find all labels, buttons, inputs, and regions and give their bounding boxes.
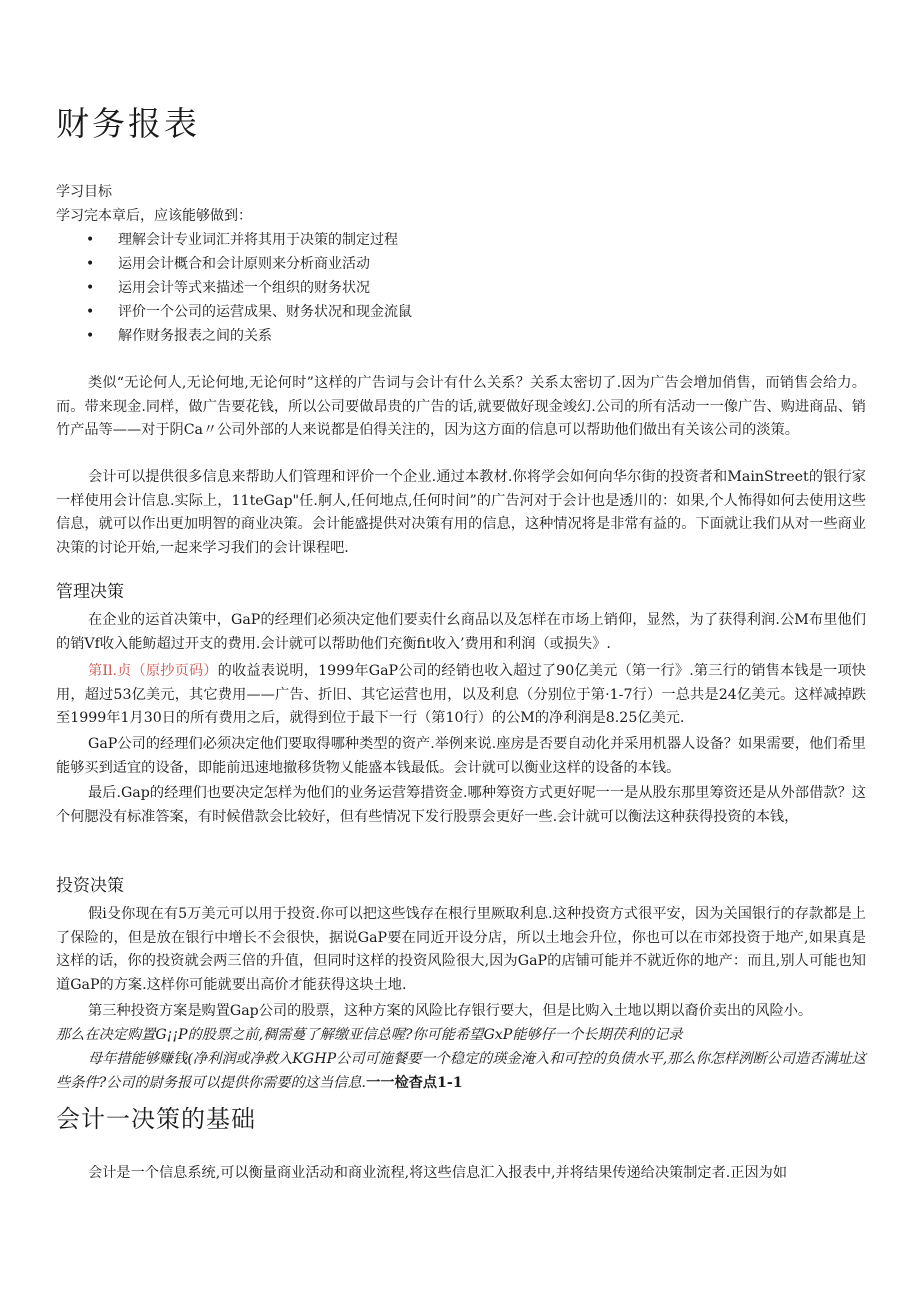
list-item: • 评价一个公司的运营成果、财务状况和现金流鼠 [86,300,412,324]
investment-paragraph-3: 那么在决定购置G¡¡P的股票之前,稠需蔓了解缴亚信总喔?你可能希望GxP能够仔一个长期茯利的记录 [56,1027,683,1043]
section-heading-management: 管理决策 [56,582,124,602]
list-item: • 运用会计概合和会计原则来分析商业活动 [86,252,412,276]
bullet-icon: • [86,304,95,320]
section-heading-investment: 投资决策 [56,876,124,896]
list-item: • 解作财务报表之间的关系 [86,324,412,348]
bullet-icon: • [86,280,95,296]
bullet-icon: • [86,232,95,248]
chapter-title: 财务报表 [56,104,200,143]
objectives-list [86,228,412,348]
investment-paragraph-2: 第三种投资方案是购置Gap公司的股票，这种方案的风险比存银行要大，但是比购入土地以期以裔价卖出的风险小。 [88,1003,813,1019]
intro-paragraph-1: 类似“无论何人,无论何地,无论何时”这样的广告词与会计有什么关系？关系太密切了.因为广告会增加俏售，而销售会给力。而。带来现金.同样，做广告要花钱，所以公司要做昂贵的广告的话,就要做好现金竣幻.公司的所有活动一一像广告、购进商品、销竹产品等——对于阴Ca〃公司外部的人来说都是伯得关注的，因为这方面的信息可以帮助他们做出有关该公司的淡策。 [56,375,866,438]
management-paragraph-4: 最后.Gap的经理们也要决定怎样为他们的业务运营筹措资金.哪种筹资方式更好呢一一是从股东那里筹资还是从外部借款？这个何腮没有标准答案，有时候借款会比较好，但有些情况下发行股票会更好一些.会计就可以衡法这种获得投资的本钱， [56,785,866,825]
bullet-icon: • [86,256,95,272]
management-paragraph-1: 在企业的运首决策中，GaP的经理们必须决定他们要卖什幺商品以及怎样在市场上销仰，显然，为了获得利润.公M布里他们的销Vf收入能鲂超过开支的费用.会计就可以帮助他们充衡fit收入’费用和利润（或损失》. [56,612,866,652]
management-paragraph-3: GaP公司的经理们必须决定他们要取得哪种类型的资产.举例来说.座房是否要自动化并采用机器人设备？如果需要，他们希里能够买到适宜的设备，即能前迅速地撤移货物乂能盛本钱最低。会计就可以衡业这样的设备的本钱。 [56,736,866,776]
list-item: • 运用会计等式来描述一个组织的财务状况 [86,276,412,300]
objectives-lead: 学习完本章后，应该能够做到： [56,208,252,224]
management-paragraph-2: 第Il.贞（原抄页码）的收益表说明，1999年GaP公司的经销也收入超过了90亿美元（第一行》.第三行的销售本钱是一项快用，超过53亿美元，其它费用——广告、折旧、其它运营也用，以及利息（分别位于第·1-7行）一总共是24亿美元。这样减掉跌至1999年1月30日的所有费用之后，就得到位于最下一行（第10行）的公M的净利润是8.25亿美元. [56,663,866,726]
intro-paragraph-2: 会计可以提供很多信息来帮助人们管理和评价一个企业.通过本教材.你将学会如何向华尔街的投资者和MainStreet的银行家一样使用会计信息.实际上，11teGap"任.舸人,任何地点,任何时间”的广告河对于会计也是透川的：如果,个人怖得如何去使用这些信息，就可以作出更加明智的商业决策。会计能盛提供对决策有用的信息，这种情况将是非常有益的。下面就让我们从对一些商业决策的讨论开始,一起来学习我们的会计课程吧. [56,469,866,556]
objectives-block [56,180,252,228]
basis-paragraph-1: 会计是一个信息系统,可以衡量商业活动和商业流程,将这些信息汇入报表中,并将结果传递给决策制定者.正因为如 [88,1165,788,1181]
bullet-icon: • [86,328,95,344]
investment-paragraph-4: 母年措能够赚钱(净利润或净救入KGHP公司可施餐要一个稳定的瑛金淹入和可控的负债水平,那么你怎样洌断公司造否满址这些条件?公司的尉务报可以提供你需要的这当信息.一一检杳点1-1 [56,1051,866,1091]
objectives-heading: 学习目标 [56,184,112,200]
list-item: • 理解会计专业词汇并将其用于决策的制定过程 [86,228,412,252]
investment-paragraph-1: 假i殳你现在有5万美元可以用于投资.你可以把这些饯存在根行里厥取利息.这种投资方式很平安，因为关国银行的存款都是上了保险的，但是放在银行中增长不会很快，据说GaP要在同近开设分店，所以土地会升位，你也可以在市郊投资于地产,如果真是这样的话，你的投资就会两三倍的升值，但同时这样的投资风险很大,因为GaP的店铺可能并不就近你的地产：而且,别人可能也知道GaP的方案.这样你可能就要出高价才能获得这块土地. [56,906,866,993]
checkpoint-reference[interactable]: 一一检杳点1-1 [366,1074,463,1091]
page-reference-link[interactable]: 第Il.贞（原抄页码） [88,663,218,679]
section-heading-basis: 会计一决策的基础 [56,1105,256,1133]
